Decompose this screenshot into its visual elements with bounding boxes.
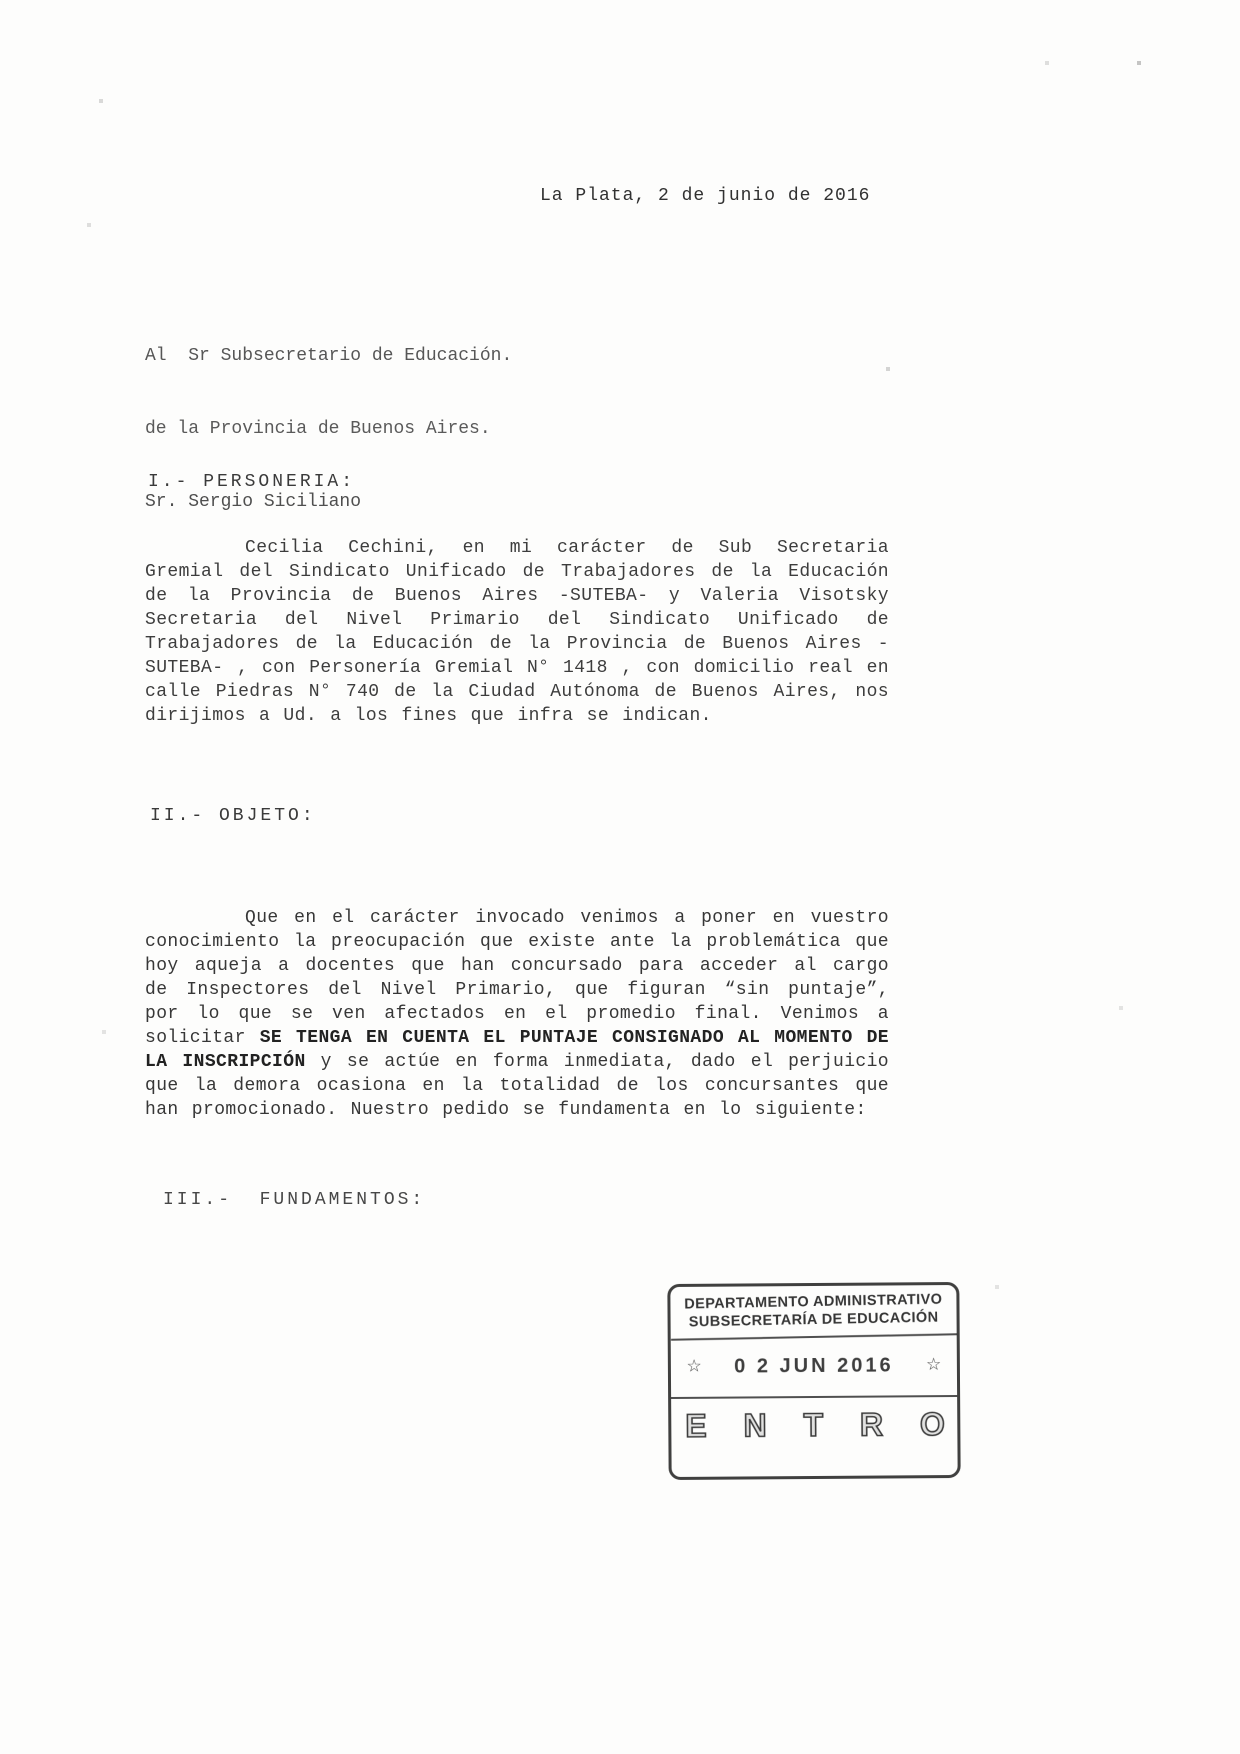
- stamp-entry-word: E N T R O: [685, 1405, 959, 1444]
- letter-date: La Plata, 2 de junio de 2016: [540, 186, 871, 206]
- objeto-text-before-bold: Que en el carácter invocado venimos a poner en vuestro conocimiento la preocupación que existe ante la problemática que hoy aqueja a docentes que han concursado para acceder al cargo de Inspectores del Nivel Primario, que figuran “sin puntaje”, por lo que se ven afectados en el promedio final. Venimos a solicitar: [145, 908, 889, 1048]
- objeto-text-bold: SE TENGA EN CUENTA EL PUNTAJE CONSIGNADO AL MOMENTO DE LA INSCRIPCIÓN: [145, 1028, 889, 1072]
- section-heading-fundamentos: III.- FUNDAMENTOS:: [163, 1190, 426, 1210]
- star-icon: ☆: [926, 1351, 941, 1379]
- recipient-line-1: Al Sr Subsecretario de Educación.: [145, 346, 513, 366]
- objeto-text-after-bold: y se actúe en forma inmediata, dado el perjuicio que la demora ocasiona en la totalidad de los concursantes que han promocionado. Nuestro pedido se fundamenta en lo siguiente:: [145, 1052, 889, 1120]
- stamp-office-line-2: SUBSECRETARÍA DE EDUCACIÓN: [688, 1309, 939, 1331]
- objeto-paragraph: [145, 906, 889, 1122]
- stamp-office-header: [670, 1283, 957, 1340]
- section-heading-objeto: II.- OBJETO:: [150, 806, 316, 826]
- entry-stamp: [667, 1282, 960, 1480]
- star-icon: ☆: [686, 1352, 702, 1380]
- recipient-block: [145, 296, 512, 563]
- personeria-paragraph: Cecilia Cechini, en mi carácter de Sub Secretaria Gremial del Sindicato Unificado de Trabajadores de la Educación de la Provincia de Buenos Aires -SUTEBA- y Valeria Visotsky Secretaria del Nivel Primario del Sindicato Unificado de Trabajadores de la Educación de la Provincia de Buenos Aires -SUTEBA- , con Personería Gremial N° 1418 , con domicilio real en calle Piedras N° 740 de la Ciudad Autónoma de Buenos Aires, nos dirijimos a Ud. a los fines que infra se indican.: [145, 538, 889, 726]
- stamp-date-row: [671, 1337, 957, 1399]
- recipient-line-2: de la Provincia de Buenos Aires.: [145, 419, 491, 439]
- stamp-office-line-1: DEPARTAMENTO ADMINISTRATIVO: [684, 1291, 943, 1313]
- stamp-date: 0 2 JUN 2016: [734, 1353, 894, 1378]
- scan-artifacts: [0, 0, 2, 2]
- section-heading-personeria: I.- PERSONERIA:: [148, 472, 356, 492]
- recipient-line-3: Sr. Sergio Siciliano: [145, 492, 362, 512]
